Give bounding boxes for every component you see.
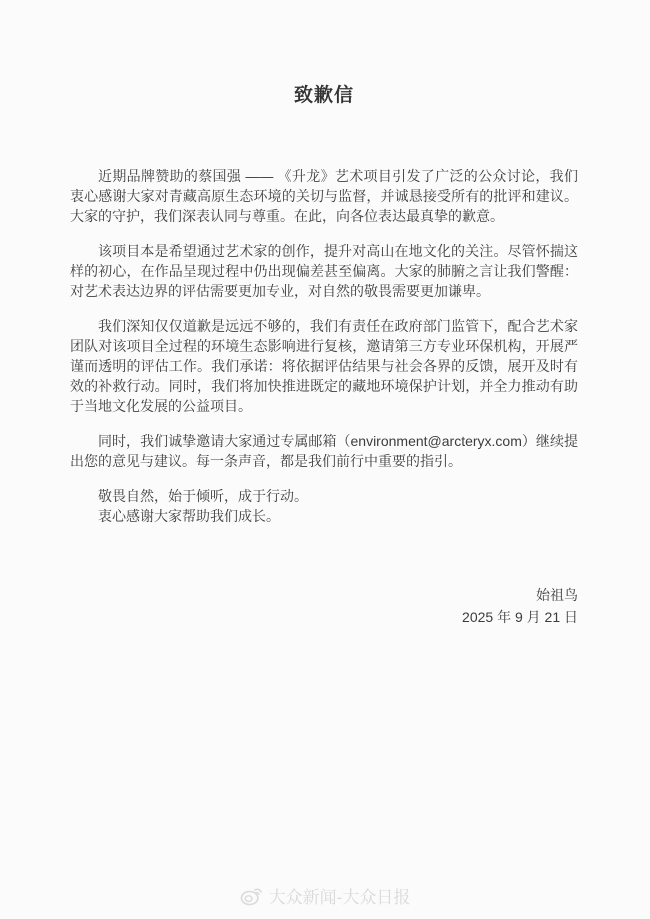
closing-line-2: 衷心感谢大家帮助我们成长。 [98,508,280,524]
signature-name: 始祖鸟 [536,587,578,603]
letter-closing [70,486,578,526]
letter-paragraph-4: 同时，我们诚挚邀请大家通过专属邮箱（environment@arcteryx.com）继续提出您的意见与建议。每一条声音，都是我们前行中重要的指引。 [70,433,578,469]
closing-line-1: 敬畏自然，始于倾听，成于行动。 [98,488,308,504]
weibo-icon [240,885,264,906]
watermark-label: 大众新闻-大众日报 [268,888,411,907]
letter-paragraph-2: 该项目本是希望通过艺术家的创作，提升对高山在地文化的关注。尽管怀揣这样的初心，在作品呈现过程中仍出现偏差甚至偏离。大家的肺腑之言让我们警醒：对艺术表达边界的评估需要更加专业，对自然的敬畏需要更加谦卑。 [70,243,578,299]
signature-block [70,584,578,628]
watermark [240,883,411,908]
signature-date: 2025 年 9 月 21 日 [462,609,578,625]
letter-paragraph-1: 近期品牌赞助的蔡国强 —— 《升龙》艺术项目引发了广泛的公众讨论，我们衷心感谢大家对青藏高原生态环境的关切与监督，并诚恳接受所有的批评和建议。大家的守护，我们深表认同与尊重。在此，向各位表达最真挚的歉意。 [70,168,578,224]
letter-title: 致歉信 [293,85,354,106]
letter-paragraph-3: 我们深知仅仅道歉是远远不够的，我们有责任在政府部门监管下，配合艺术家团队对该项目全过程的环境生态影响进行复核，邀请第三方专业环保机构，开展严谨而透明的评估工作。我们承诺：将依据评估结果与社会各界的反馈，展开及时有效的补救行动。同时，我们将加快推进既定的藏地环境保护计划，并全力推动有助于当地文化发展的公益项目。 [70,318,578,414]
